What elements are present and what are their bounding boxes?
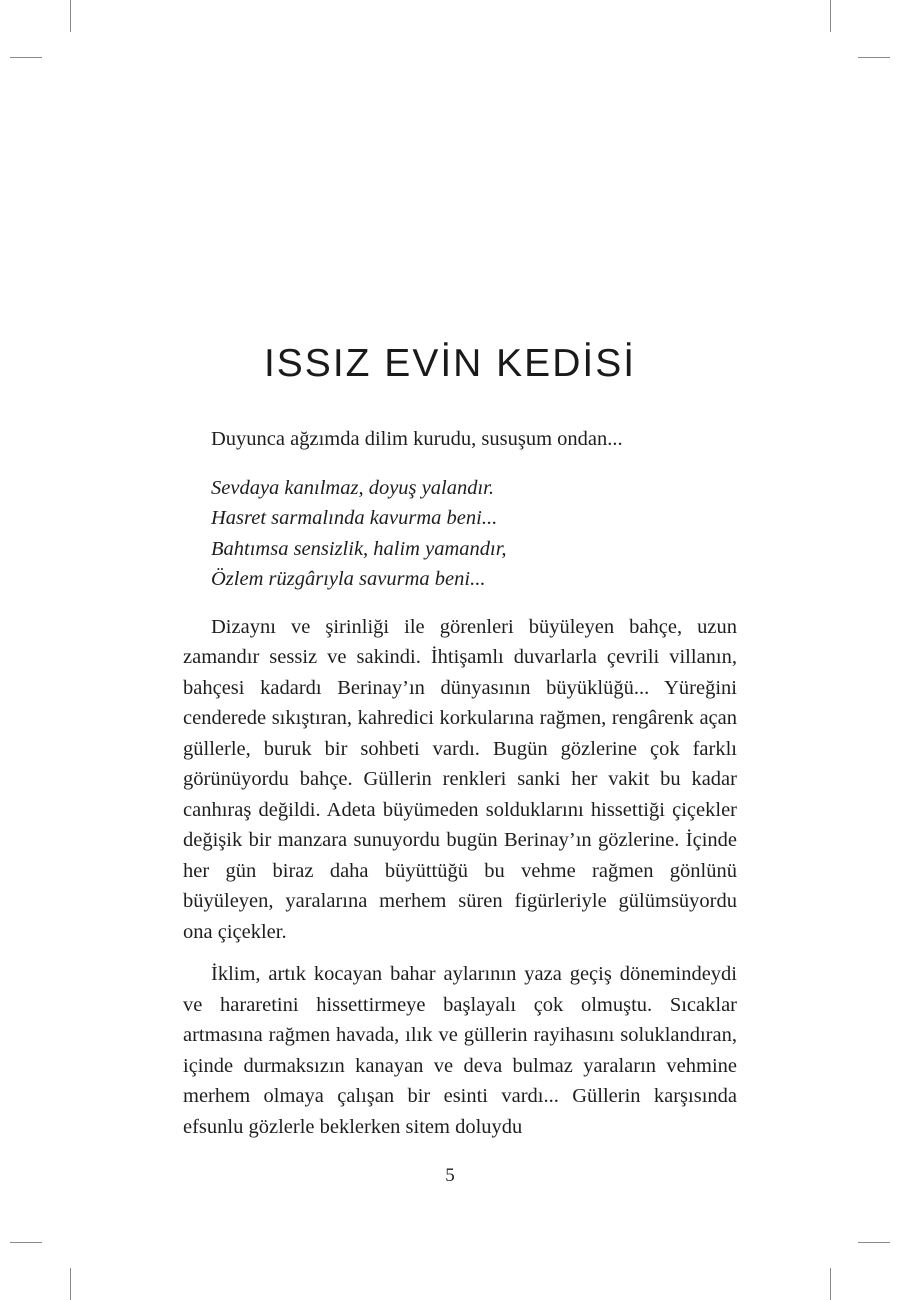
poem-line: Özlem rüzgârıyla savurma beni... bbox=[211, 568, 486, 590]
epigraph: Duyunca ağzımda dilim kurudu, susuşum ondan... bbox=[211, 428, 623, 450]
crop-mark-bottom-left bbox=[70, 1268, 71, 1300]
crop-mark-top-left bbox=[70, 0, 71, 32]
crop-mark-top-left-h bbox=[10, 57, 42, 58]
crop-mark-bottom-right bbox=[830, 1268, 831, 1300]
poem-line: Sevdaya kanılmaz, doyuş yalandır. bbox=[211, 476, 494, 499]
poem-line: Hasret sarmalında kavurma beni... bbox=[211, 507, 498, 529]
crop-mark-bottom-right-h bbox=[858, 1242, 890, 1243]
poem-line: Bahtımsa sensizlik, halim yamandır, bbox=[211, 537, 507, 560]
paragraph: Dizaynı ve şirinliği ile görenleri büyüleyen bahçe, uzun zamandır sessiz ve sakindi. İhtişamlı duvarlarla çevrili villanın, bahçesi kadardı Berinay’ın dünyasının büyüklüğü... Yüreğini cenderede sıkıştıran, kahredici korkularına rağmen, rengârenk açan güllerle, buruk bir sohbeti vardı. Bugün gözlerine çok farklı görünüyordu bahçe. Güllerin renkleri sanki her vakit bu kadar canhıraş değildi. Adeta büyümeden solduklarını hissettiği çiçekler değişik bir manzara sunuyordu bugün Berinay’ın gözlerine. İçinde her gün biraz daha büyüttüğü bu vehme rağmen gönlünü büyüleyen, yaralarına merhem süren figürleriyle gülümsüyordu ona çiçekler. bbox=[183, 615, 737, 943]
crop-mark-top-right bbox=[830, 0, 831, 32]
crop-mark-bottom-left-h bbox=[10, 1242, 42, 1243]
page-number: 5 bbox=[445, 1165, 455, 1186]
crop-mark-top-right-h bbox=[858, 57, 890, 58]
paragraph: İklim, artık kocayan bahar aylarının yaza geçiş dönemindeydi ve hararetini hissettirmeye başlayalı çok olmuştu. Sıcaklar artmasına rağmen havada, ılık ve güllerin rayihasını soluklandıran, içinde durmaksızın kanayan ve deva bulmaz yaraların vehmine merhem olmaya çalışan bir esinti vardı... Güllerin karşısında efsunlu gözlerle beklerken sitem doluydu bbox=[183, 963, 737, 1138]
poem bbox=[211, 473, 737, 595]
chapter-title: ISSIZ EVİN KEDİSİ bbox=[263, 342, 637, 385]
chapter-body bbox=[183, 424, 737, 1154]
